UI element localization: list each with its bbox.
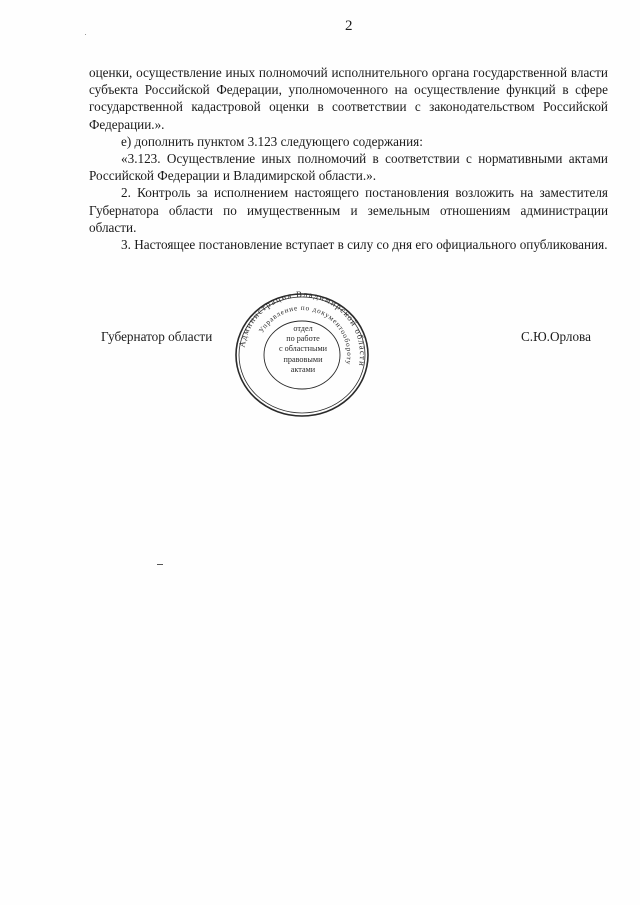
paragraph-subitem-e: е) дополнить пунктом 3.123 следующего содержания: <box>121 133 423 149</box>
stamp-inner-ring-text: Управление по документообороту <box>257 303 354 366</box>
stamp-center-line: актами <box>290 364 316 374</box>
signer-name: С.Ю.Орлова <box>521 329 591 344</box>
paragraph-item-2: 2. Контроль за исполнением настоящего постановления возложить на заместителя Губернатора области по имущественным и земельным отношениям администрации области. <box>89 185 608 235</box>
stamp-center-line: правовыми <box>283 354 323 364</box>
stamp-outer-ring-text: Администрация Владимирской области <box>236 291 369 368</box>
paragraph-clause-3-123: «3.123. Осуществление иных полномочий в соответствии с нормативными актами Российской Федерации и Владимирской области.». <box>89 151 608 184</box>
signer-title: Губернатор области <box>101 329 213 344</box>
stamp-center-text <box>272 324 334 375</box>
paragraph-item-3: 3. Настоящее постановление вступает в силу со дня его официального опубликования. <box>121 237 608 253</box>
stamp-center-line: по работе <box>286 334 320 344</box>
stamp-center-line: с областными <box>278 344 328 354</box>
page-number: 2 <box>345 18 353 34</box>
paragraph-continuation: оценки, осуществление иных полномочий исполнительного органа государственной власти субъекта Российской Федерации, уполномоченного на осуществление функций в сфере государственной кадастровой оценки в соответствии с законодательством Российской Федерации.». <box>89 65 608 132</box>
stamp-center-line: отдел <box>293 324 313 333</box>
scan-mark <box>157 564 163 565</box>
